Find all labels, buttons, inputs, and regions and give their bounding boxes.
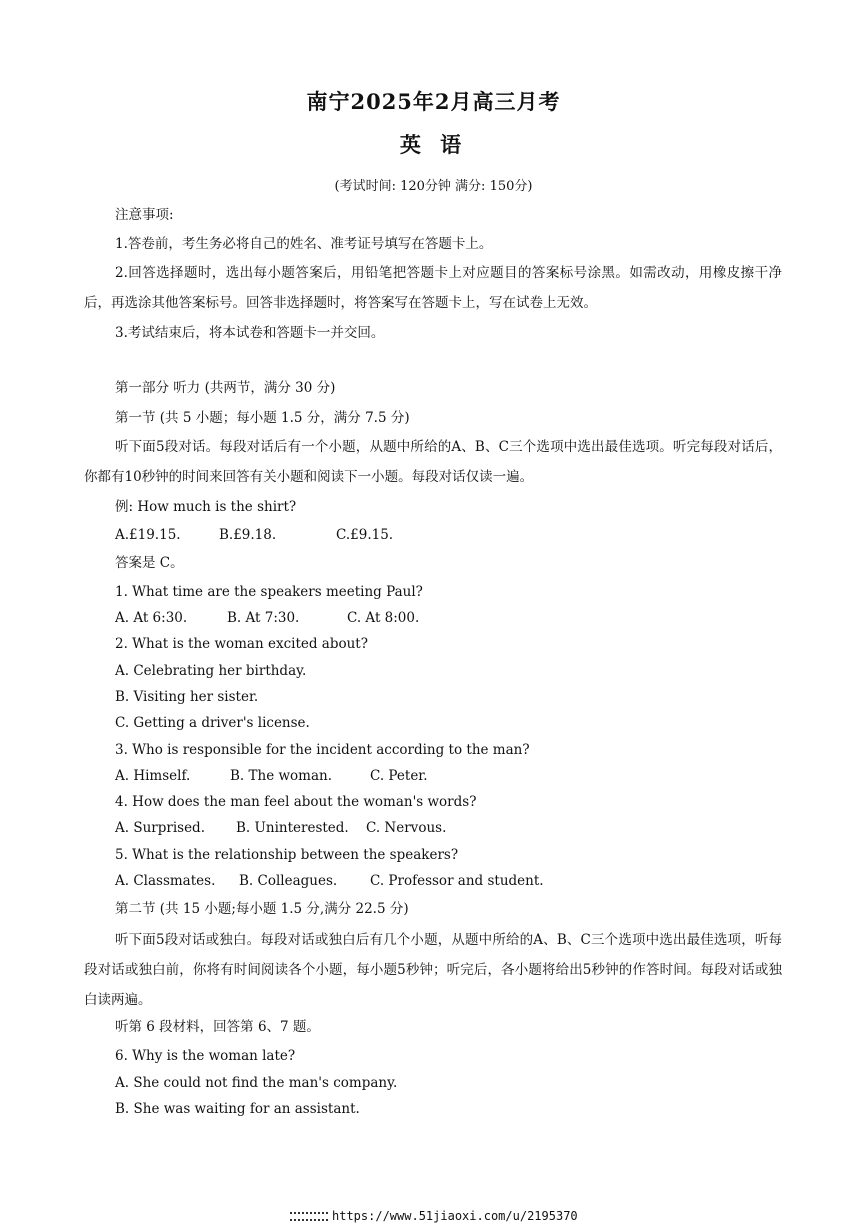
footer-url[interactable]: https://www.51jiaoxi.com/u/2195370 <box>332 1209 578 1223</box>
q4-option-c: C. Nervous. <box>366 820 447 836</box>
example-option-c: C.£9.15. <box>336 527 394 543</box>
q6-option-b: B. She was waiting for an assistant. <box>115 1101 360 1117</box>
q3-option-b: B. The woman. <box>230 768 333 784</box>
q2-option-b: B. Visiting her sister. <box>115 689 259 705</box>
q1-option-c: C. At 8:00. <box>347 610 420 626</box>
footer-watermark <box>290 1209 578 1223</box>
question-3-options <box>115 766 428 786</box>
watermark-logo-icon <box>290 1212 328 1221</box>
example-option-b: B.£9.18. <box>219 527 277 543</box>
section2-instructions: 听下面5段对话或独白。每段对话或独白后有几个小题，从题中所给的A、B、C三个选项中选出最佳选项，听每段对话或独白前，你将有时间阅读各个小题，每小题5秒钟；听完后，各小题将给出5秒钟的作答时间。每段对话或独白读两遍。 <box>84 932 782 1008</box>
question-4: 4. How does the man feel about the woman's words? <box>115 794 477 810</box>
question-2: 2. What is the woman excited about? <box>115 636 368 652</box>
notice-heading: 注意事项: <box>115 207 174 223</box>
q4-option-a: A. Surprised. <box>115 820 205 836</box>
section2-heading: 第二节 (共 15 小题;每小题 1.5 分,满分 22.5 分) <box>115 901 409 917</box>
example-option-a: A.£19.15. <box>115 527 181 543</box>
q4-option-b: B. Uninterested. <box>236 820 349 836</box>
exam-subject: 英 语 <box>399 132 468 157</box>
q3-option-a: A. Himself. <box>115 768 191 784</box>
question-6: 6. Why is the woman late? <box>115 1048 296 1064</box>
question-3: 3. Who is responsible for the incident according to the man? <box>115 742 530 758</box>
question-4-options <box>115 818 446 838</box>
example-options <box>115 525 393 545</box>
q5-option-c: C. Professor and student. <box>370 873 544 889</box>
q1-option-b: B. At 7:30. <box>227 610 300 626</box>
notice-item-2: 2.回答选择题时，选出每小题答案后，用铅笔把答题卡上对应题目的答案标号涂黑。如需改动，用橡皮擦干净后，再选涂其他答案标号。回答非选择题时，将答案写在答题卡上，写在试卷上无效。 <box>84 265 782 311</box>
example-answer: 答案是 C。 <box>115 555 184 571</box>
question-5: 5. What is the relationship between the speakers? <box>115 847 459 863</box>
question-1: 1. What time are the speakers meeting Paul? <box>115 584 423 600</box>
exam-title: 南宁2025年2月高三月考 <box>306 89 561 114</box>
q1-option-a: A. At 6:30. <box>115 610 188 626</box>
q3-option-c: C. Peter. <box>370 768 428 784</box>
section1-instructions: 听下面5段对话。每段对话后有一个小题，从题中所给的A、B、C三个选项中选出最佳选项。听完每段对话后，你都有10秒钟的时间来回答有关小题和阅读下一小题。每段对话仅读一遍。 <box>84 439 782 485</box>
q5-option-a: A. Classmates. <box>115 873 216 889</box>
example-question: 例: How much is the shirt? <box>115 499 297 515</box>
exam-info: (考试时间: 120分钟 满分: 150分) <box>334 179 533 194</box>
q2-option-c: C. Getting a driver's license. <box>115 715 310 731</box>
notice-item-1: 1.答卷前，考生务必将自己的姓名、准考证号填写在答题卡上。 <box>115 236 493 252</box>
q2-option-a: A. Celebrating her birthday. <box>115 663 307 679</box>
question-5-options <box>115 871 544 891</box>
material-6-prompt: 听第 6 段材料，回答第 6、7 题。 <box>115 1019 320 1035</box>
q6-option-a: A. She could not find the man's company. <box>115 1075 398 1091</box>
notice-item-3: 3.考试结束后，将本试卷和答题卡一并交回。 <box>115 325 385 341</box>
q5-option-b: B. Colleagues. <box>239 873 338 889</box>
section1-heading: 第一节 (共 5 小题；每小题 1.5 分，满分 7.5 分) <box>115 410 410 426</box>
part1-heading: 第一部分 听力 (共两节，满分 30 分) <box>115 380 336 396</box>
question-1-options <box>115 608 419 628</box>
